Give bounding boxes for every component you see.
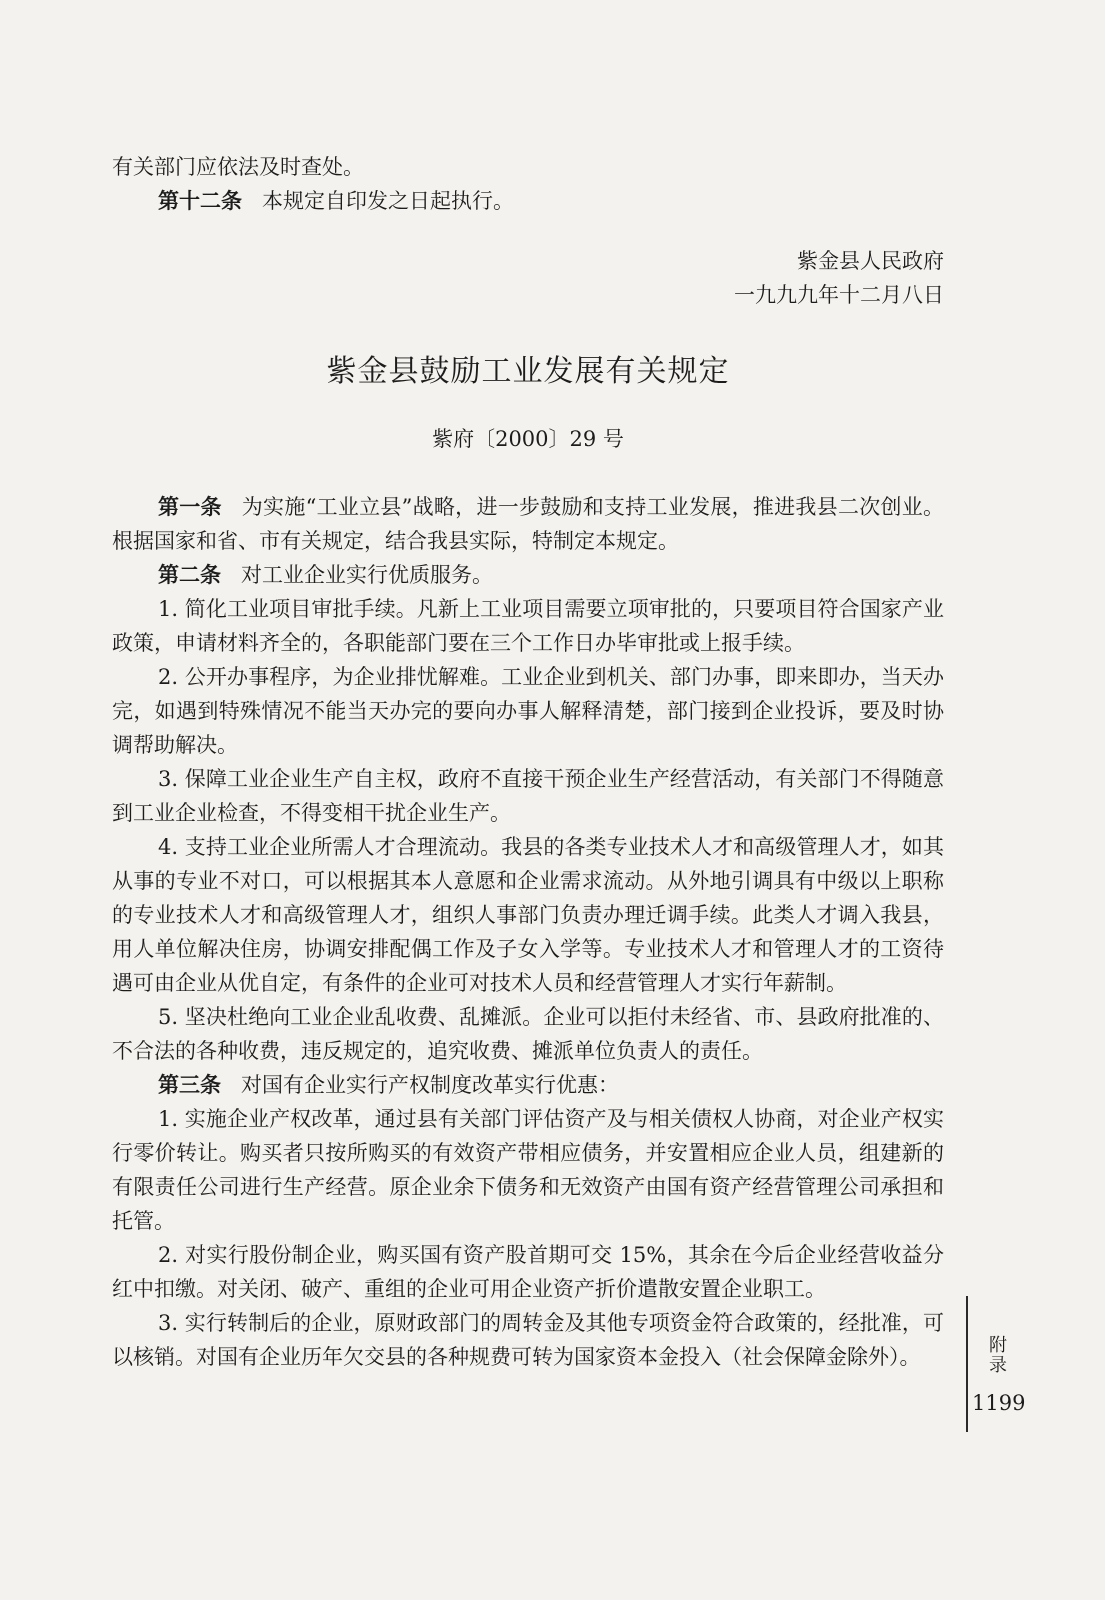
article-3-item-3: 3. 实行转制后的企业，原财政部门的周转金及其他专项资金符合政策的，经批准，可以核销。对国有企业历年欠交县的各种规费可转为国家资本金投入（社会保障金除外）。 (112, 1311, 944, 1369)
article-1 (112, 490, 944, 558)
article-label: 第一条 (158, 495, 222, 519)
article-label: 第二条 (158, 563, 221, 587)
document-title: 紫金县鼓励工业发展有关规定 (326, 354, 730, 389)
article-3-item-2: 2. 对实行股份制企业，购买国有资产股首期可交 15%，其余在今后企业经营收益分红中扣缴。对关闭、破产、重组的企业可用企业资产折价遣散安置企业职工。 (112, 1243, 944, 1301)
signature-block (112, 244, 944, 312)
article-label: 第十二条 (158, 189, 242, 213)
article-3 (112, 1068, 944, 1102)
article-text: 对国有企业实行产权制度改革实行优惠： (241, 1073, 619, 1097)
article-label: 第三条 (158, 1073, 221, 1097)
article-12 (112, 184, 944, 218)
margin-divider (966, 1296, 968, 1432)
issue-date: 一九九九年十二月八日 (734, 283, 944, 307)
appendix-label: 附录 (989, 1335, 1007, 1376)
issuer-name: 紫金县人民政府 (797, 249, 944, 273)
article-text: 为实施“工业立县”战略，进一步鼓励和支持工业发展，推进我县二次创业。根据国家和省、市有关规定，结合我县实际，特制定本规定。 (112, 495, 945, 553)
article-2-item-3: 3. 保障工业企业生产自主权，政府不直接干预企业生产经营活动，有关部门不得随意到工业企业检查，不得变相干扰企业生产。 (112, 767, 944, 825)
article-2 (112, 558, 944, 592)
article-3-item-1: 1. 实施企业产权改革，通过县有关部门评估资产及与相关债权人协商，对企业产权实行零价转让。购买者只按所购买的有效资产带相应债务，并安置相应企业人员，组建新的有限责任公司进行生产经营。原企业余下债务和无效资产由国有资产经营管理公司承担和托管。 (112, 1107, 944, 1233)
document-number: 紫府〔2000〕29 号 (432, 427, 624, 451)
article-text: 对工业企业实行优质服务。 (241, 563, 493, 587)
page-number: 1199 (972, 1391, 1026, 1415)
article-2-item-1: 1. 简化工业项目审批手续。凡新上工业项目需要立项审批的，只要项目符合国家产业政策，申请材料齐全的，各职能部门要在三个工作日办毕审批或上报手续。 (112, 597, 944, 655)
article-2-item-2: 2. 公开办事程序，为企业排忧解难。工业企业到机关、部门办事，即来即办，当天办完，如遇到特殊情况不能当天办完的要向办事人解释清楚，部门接到企业投诉，要及时协调帮助解决。 (112, 665, 944, 757)
article-text: 本规定自印发之日起执行。 (262, 189, 514, 213)
page-content (112, 150, 944, 1374)
article-2-item-5: 5. 坚决杜绝向工业企业乱收费、乱摊派。企业可以拒付未经省、市、县政府批准的、不合法的各种收费，违反规定的，追究收费、摊派单位负责人的责任。 (112, 1005, 944, 1063)
continuation-text: 有关部门应依法及时查处。 (112, 155, 364, 179)
article-2-item-4: 4. 支持工业企业所需人才合理流动。我县的各类专业技术人才和高级管理人才，如其从事的专业不对口，可以根据其本人意愿和企业需求流动。从外地引调具有中级以上职称的专业技术人才和高级管理人才，组织人事部门负责办理迁调手续。此类人才调入我县，用人单位解决住房，协调安排配偶工作及子女入学等。专业技术人才和管理人才的工资待遇可由企业从优自定，有条件的企业可对技术人员和经营管理人才实行年薪制。 (112, 835, 944, 995)
